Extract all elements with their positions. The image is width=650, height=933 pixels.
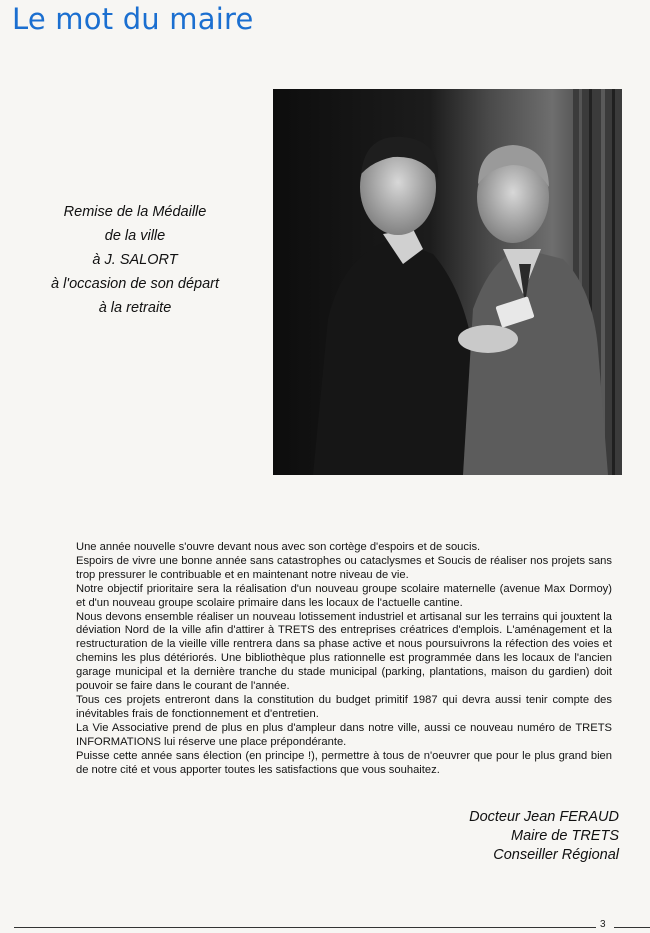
paragraph: Espoirs de vivre une bonne année sans catastrophes ou cataclysmes et Soucis de réaliser nos projets sans trop pressurer le contribuable et en maintenant notre niveau de vie. <box>76 554 612 581</box>
caption-line: à la retraite <box>98 300 172 316</box>
page-title: Le mot du maire <box>12 2 254 36</box>
page-number: 3 <box>600 919 606 930</box>
caption-line: Remise de la Médaille <box>63 204 207 220</box>
paragraph: Tous ces projets entreront dans la constitution du budget primitif 1987 qui devra aussi tenir compte des inévitables frais de fonctionnement et d'entretien. <box>76 693 612 720</box>
medal-ceremony-photo <box>273 89 622 475</box>
photo-caption <box>20 200 250 320</box>
caption-line: à J. SALORT <box>92 252 178 268</box>
paragraph: Nous devons ensemble réaliser un nouveau lotissement industriel et artisanal sur les terrains qui jouxtent la déviation Nord de la ville afin d'attirer à TRETS des entreprises créatrices d'emplois. L'aménagement et la restructuration de la vieille ville rentrera dans sa phase active et nous poursuivrons la réfection des voies et chemins les plus détériorés. Une bibliothèque plus rationnelle est programmée dans les locaux de l'ancien garage municipal et la dernière tranche du stade municipal (parking, plantations, maison du gardien) doit pouvoir se faire dans le courant de l'année. <box>76 610 612 693</box>
signature-office: Conseiller Régional <box>493 847 619 863</box>
footer-divider <box>14 927 596 928</box>
signature-name: Docteur Jean FERAUD <box>469 809 619 825</box>
mayor-message <box>76 541 612 777</box>
caption-line: à l'occasion de son départ <box>50 276 220 292</box>
signature <box>359 808 619 865</box>
signature-role: Maire de TRETS <box>511 828 619 844</box>
caption-line: de la ville <box>104 228 166 244</box>
footer-divider-right <box>614 927 650 928</box>
paragraph: Notre objectif prioritaire sera la réalisation d'un nouveau groupe scolaire maternelle (avenue Max Dormoy) et d'un nouveau groupe scolaire primaire dans les locaux de l'actuelle cantine. <box>76 582 612 609</box>
paragraph: Une année nouvelle s'ouvre devant nous avec son cortège d'espoirs et de soucis. <box>76 541 481 553</box>
paragraph: Puisse cette année sans élection (en principe !), permettre à tous de n'oeuvrer que pour le plus grand bien de notre cité et vous apporter toutes les satisfactions que vous souhaitez. <box>76 749 612 776</box>
paragraph: La Vie Associative prend de plus en plus d'ampleur dans notre ville, aussi ce nouveau numéro de TRETS INFORMATIONS lui réserve une place prépondérante. <box>76 721 612 748</box>
photograph-icon <box>273 89 622 475</box>
